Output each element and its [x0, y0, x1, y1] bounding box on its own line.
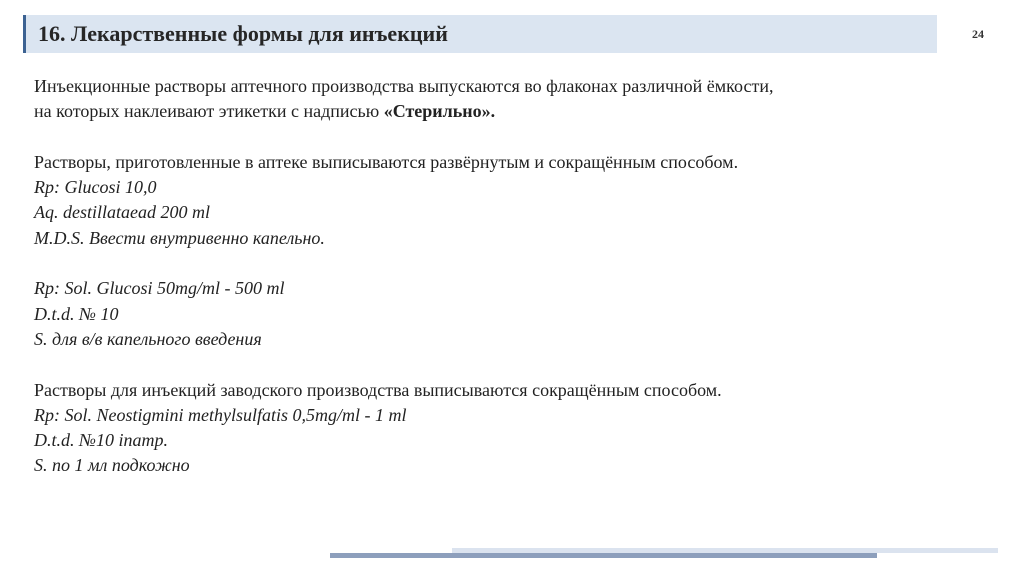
- intro-line-1: Инъекционные растворы аптечного производства выпускаются во флаконах различной ёмкости,: [34, 76, 774, 96]
- factory-heading: Растворы для инъекций заводского производства выписываются сокращённым способом.: [34, 379, 722, 400]
- intro-line-2-text: на которых наклеивают этикетки с надписью: [34, 101, 384, 122]
- slide-body: [34, 74, 964, 479]
- title-bar: [23, 15, 937, 53]
- recipe2-line: S. для в/в капельного введения: [34, 328, 262, 349]
- recipe1-line: Rp: Glucosi 10,0: [34, 177, 157, 198]
- recipe3-line: D.t.d. №10 inamp.: [34, 430, 168, 451]
- spacer: [34, 352, 964, 377]
- recipe3-line: S. по 1 мл подкожно: [34, 455, 190, 476]
- recipe2-line: D.t.d. № 10: [34, 303, 119, 324]
- recipe1-line: M.D.S. Ввести внутривенно капельно.: [34, 227, 325, 248]
- recipe3-line: Rp: Sol. Neostigmini methylsulfatis 0,5mg/ml - 1 ml: [34, 404, 407, 425]
- sterile-label: «Стерильно».: [383, 101, 496, 122]
- recipe2-line: Rp: Sol. Glucosi 50mg/ml - 500 ml: [34, 278, 285, 299]
- intro-line-2: [34, 99, 964, 124]
- slide-title: 16. Лекарственные формы для инъекций: [38, 21, 448, 46]
- page-number: 24: [972, 27, 984, 41]
- recipe1-line: Aq. destillataead 200 ml: [34, 202, 210, 223]
- spacer: [34, 125, 964, 150]
- pharmacy-heading: Растворы, приготовленные в аптеке выписываются развёрнутым и сокращённым способом.: [34, 151, 739, 172]
- footer-bar-dark: [330, 553, 877, 558]
- spacer: [34, 251, 964, 276]
